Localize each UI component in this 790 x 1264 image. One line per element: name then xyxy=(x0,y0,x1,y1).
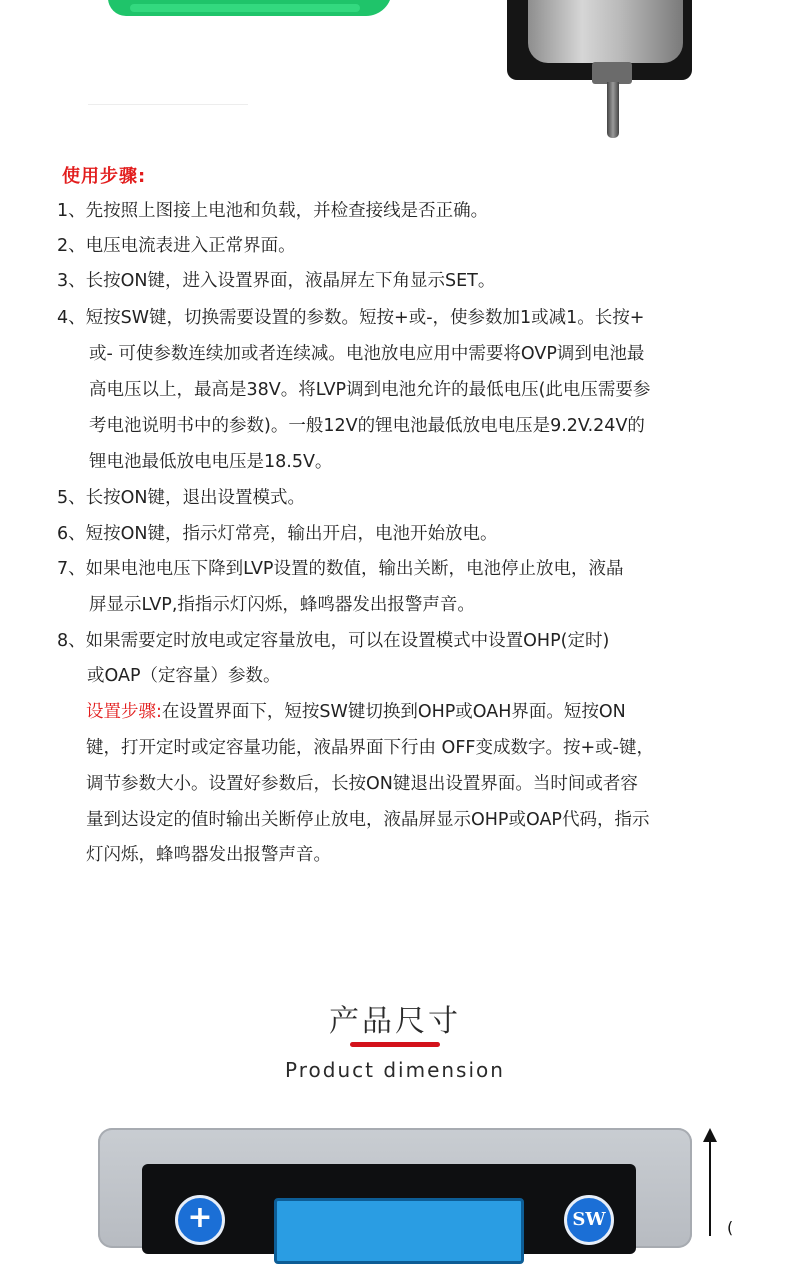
device-plus-key: + xyxy=(175,1195,225,1245)
setup-steps-line-1 xyxy=(86,701,626,723)
step-4-line-3: 高电压以上，最高是38V。将LVP调到电池允许的最低电压(此电压需要参 xyxy=(89,380,651,400)
motor-collar-image xyxy=(592,62,632,84)
step-3-line-1: 3、长按ON键，进入设置界面，液晶屏左下角显示SET。 xyxy=(57,271,496,291)
setup-steps-first-line: 在设置界面下，短按SW键切换到OHP或OAH界面。短按ON xyxy=(161,702,626,722)
motor-body-image xyxy=(528,0,683,63)
step-4-line-2: 或- 可使参数连续加或者连续减。电池放电应用中需要将OVP调到电池最 xyxy=(89,344,645,364)
step-4-line-1: 4、短按SW键，切换需要设置的参数。短按+或-，使参数加1或减1。长按+ xyxy=(57,308,645,328)
step-2-line-1: 2、电压电流表进入正常界面。 xyxy=(57,236,296,256)
step-7-line-2: 屏显示LVP,指指示灯闪烁，蜂鸣器发出报警声音。 xyxy=(89,595,475,615)
step-5-line-1: 5、长按ON键，退出设置模式。 xyxy=(57,488,305,508)
step-8-line-2: 或OAP（定容量）参数。 xyxy=(87,666,281,686)
motor-shaft-image xyxy=(607,82,619,138)
step-7-line-1: 7、如果电池电压下降到LVP设置的数值，输出关断，电池停止放电，液晶 xyxy=(57,559,624,579)
device-sw-key: SW xyxy=(564,1195,614,1245)
setup-steps-label: 设置步骤: xyxy=(86,702,162,722)
step-6-line-1: 6、短按ON键，指示灯常亮，输出开启，电池开始放电。 xyxy=(57,524,498,544)
step-4-line-5: 锂电池最低放电电压是18.5V。 xyxy=(89,452,333,472)
dimension-title: 产品尺寸 xyxy=(329,1004,461,1039)
step-4-line-4: 考电池说明书中的参数)。一般12V的锂电池最低放电电压是9.2V.24V的 xyxy=(89,416,645,436)
usage-steps-heading: 使用步骤: xyxy=(62,166,147,187)
device-lcd-screen xyxy=(274,1198,524,1264)
setup-steps-line-2: 键，打开定时或定容量功能，液晶界面下行由 OFF变成数字。按+或-键， xyxy=(86,738,654,758)
dimension-subtitle: Product dimension xyxy=(285,1058,505,1082)
setup-steps-line-3: 调节参数大小。设置好参数后，长按ON键退出设置界面。当时间或者容 xyxy=(86,774,638,794)
product-dimension-section xyxy=(0,990,790,1235)
dimension-title-underline xyxy=(350,1042,440,1047)
product-photo-strip xyxy=(0,0,790,150)
setup-steps-line-5: 灯闪烁，蜂鸣器发出报警声音。 xyxy=(86,845,331,865)
battery-highlight xyxy=(130,4,360,12)
dimension-arrow-label: ( xyxy=(727,1218,734,1237)
step-1-line-1: 1、先按照上图接上电池和负载，并检查接线是否正确。 xyxy=(57,201,489,221)
setup-steps-line-4: 量到达设定的值时输出关断停止放电，液晶屏显示OHP或OAP代码，指示 xyxy=(86,810,650,830)
dimension-arrow-line xyxy=(709,1136,711,1236)
divider xyxy=(88,104,248,105)
step-8-line-1: 8、如果需要定时放电或定容量放电，可以在设置模式中设置OHP(定时) xyxy=(57,631,610,651)
